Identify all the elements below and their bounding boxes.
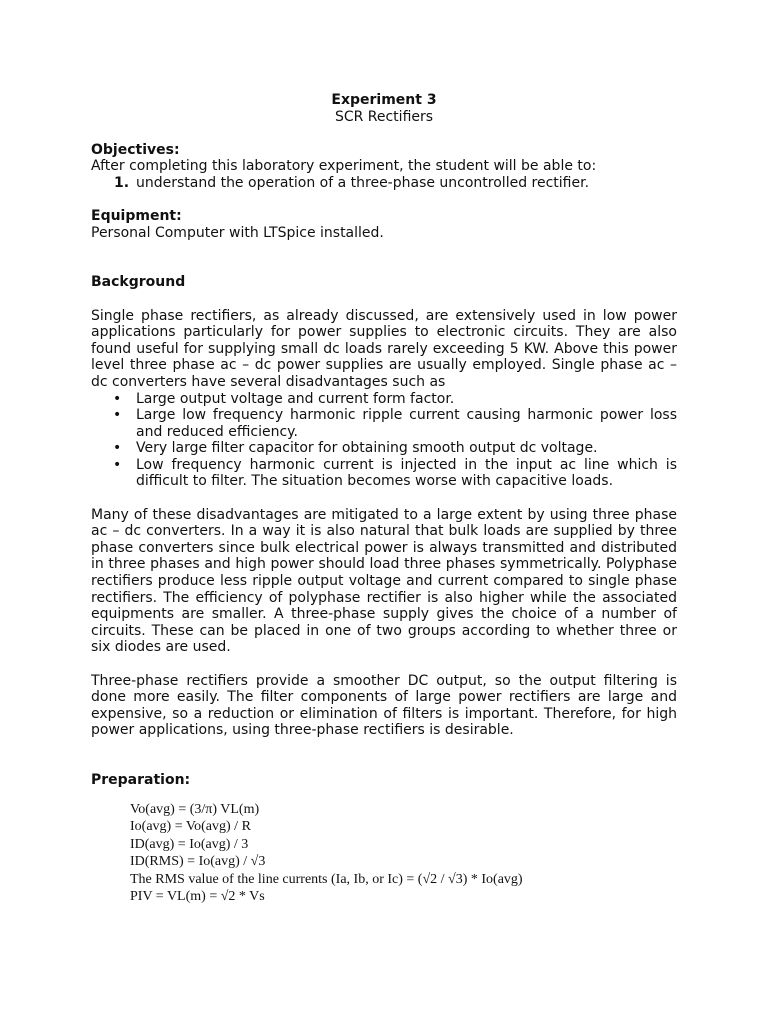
list-item (91, 391, 677, 408)
objectives-intro: After completing this laboratory experiment, the student will be able to: (91, 158, 597, 175)
bullet-icon: • (113, 440, 122, 457)
background-paragraph-1: Single phase rectifiers, as already discussed, are extensively used in low power applications particularly for power supplies to electronic circuits. They are also found useful for supplying small dc loads rarely exceeding 5 KW. Above this power level three phase ac – dc power supplies are usually employed. Single phase ac – dc converters have several disadvantages such as (91, 307, 677, 390)
bullet-icon: • (113, 390, 122, 407)
list-item-text: Large output voltage and current form factor. (136, 390, 455, 407)
objectives-list (91, 175, 677, 192)
document-subtitle: SCR Rectifiers (334, 108, 434, 125)
list-item (91, 440, 677, 457)
preparation-heading: Preparation: (91, 771, 191, 788)
formula-line: The RMS value of the line currents (Ia, Ib, or Ic) = (√2 / √3) * Io(avg) (130, 871, 523, 887)
objective-text: understand the operation of a three-phase uncontrolled rectifier. (136, 174, 590, 191)
list-item (91, 407, 677, 440)
objectives-heading: Objectives: (91, 141, 180, 158)
list-item (91, 457, 677, 490)
bullet-icon: • (113, 456, 122, 473)
equipment-text: Personal Computer with LTSpice installed. (91, 224, 384, 241)
disadvantages-list (91, 391, 677, 491)
background-paragraph-2: Many of these disadvantages are mitigated to a large extent by using three phase ac – dc converters. In a way it is also natural that bulk loads are supplied by three phase converters since bulk electrical power is always transmitted and distributed in three phases and high power should load three phases symmetrically. Polyphase rectifiers produce less ripple output voltage and current compared to single phase rectifiers. The efficiency of polyphase rectifier is also higher while the associated equipments are smaller. A three-phase supply gives the choice of a number of circuits. These can be placed in one of two groups according to whether three or six diodes are used. (91, 506, 677, 656)
background-paragraph-3: Three-phase rectifiers provide a smoother DC output, so the output filtering is done more easily. The filter components of large power rectifiers are large and expensive, so a reduction or elimination of filters is important. Therefore, for high power applications, using three-phase rectifiers is desirable. (91, 672, 677, 739)
list-item-text: Large low frequency harmonic ripple current causing harmonic power loss and reduced efficiency. (136, 407, 677, 440)
equipment-heading: Equipment: (91, 208, 182, 225)
document-body (91, 92, 677, 906)
formula-line: Io(avg) = Vo(avg) / R (130, 819, 251, 835)
formula-line: PIV = VL(m) = √2 * Vs (130, 889, 265, 905)
list-item-text: Very large filter capacitor for obtaining smooth output dc voltage. (136, 440, 598, 457)
background-heading: Background (91, 274, 186, 291)
objective-item (91, 175, 677, 192)
formula-line: ID(avg) = Io(avg) / 3 (130, 836, 249, 852)
bullet-icon: • (113, 407, 122, 424)
formula-line: ID(RMS) = Io(avg) / √3 (130, 854, 266, 870)
objective-number: 1. (114, 174, 130, 191)
formula-list (130, 801, 677, 906)
list-item-text: Low frequency harmonic current is injected in the input ac line which is difficult to filter. The situation becomes worse with capacitive loads. (136, 456, 677, 490)
document-title: Experiment 3 (331, 92, 437, 108)
formula-line: Vo(avg) = (3/π) VL(m) (130, 801, 260, 817)
